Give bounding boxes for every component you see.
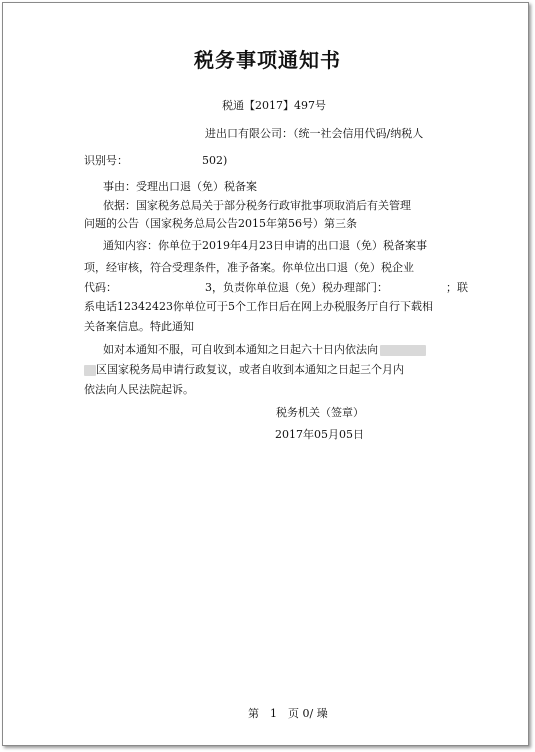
appeal-line-2: 区国家税务局申请行政复议，或者自收到本通知之日起三个月内 <box>96 363 404 376</box>
redacted-block <box>380 345 426 356</box>
basis-line-1: 依据：国家税务总局关于部分税务行政审批事项取消后有关管理 <box>103 199 411 212</box>
recipient-id-row <box>84 154 227 168</box>
recipient-id-value: 502) <box>202 154 228 167</box>
basis-line-2: 问题的公告（国家税务总局公告2015年第56号）第三条 <box>84 217 357 230</box>
content-line-3 <box>84 281 468 295</box>
issuer-signature: 税务机关（签章） <box>276 406 364 419</box>
document-number: 税通【2017】497号 <box>222 99 326 112</box>
recipient-id-label: 识别号： <box>84 154 128 167</box>
appeal-line-1: 如对本通知不服，可自收到本通知之日起六十日内依法向 <box>103 343 378 356</box>
appeal-line-2-row <box>84 363 404 377</box>
appeal-line-1-row <box>103 343 426 357</box>
contact-label: ；联 <box>446 281 468 294</box>
subject-line: 事由：受理出口退（免）税备案 <box>103 180 257 193</box>
department-label: 3，负责你单位退（免）税办理部门： <box>205 281 388 294</box>
issue-date: 2017年05月05日 <box>275 428 364 441</box>
content-line-5: 关备案信息。特此通知 <box>84 320 194 333</box>
page-number: 第 1 页 0/ 璪 <box>248 707 328 720</box>
appeal-line-3: 依法向人民法院起诉。 <box>84 383 194 396</box>
recipient-line: 进出口有限公司：（统一社会信用代码/纳税人 <box>205 127 424 140</box>
redacted-block <box>84 365 96 376</box>
content-line-4: 系电话12342423你单位可于5个工作日后在网上办税服务厅自行下载相 <box>84 300 433 313</box>
notice-title: 税务事项通知书 <box>194 48 341 72</box>
enterprise-code-label: 代码： <box>84 281 117 294</box>
content-line-2: 项，经审核，符合受理条件，准予备案。你单位出口退（免）税企业 <box>84 261 414 274</box>
content-line-1: 通知内容：你单位于2019年4月23日申请的出口退（免）税备案事 <box>103 239 427 252</box>
